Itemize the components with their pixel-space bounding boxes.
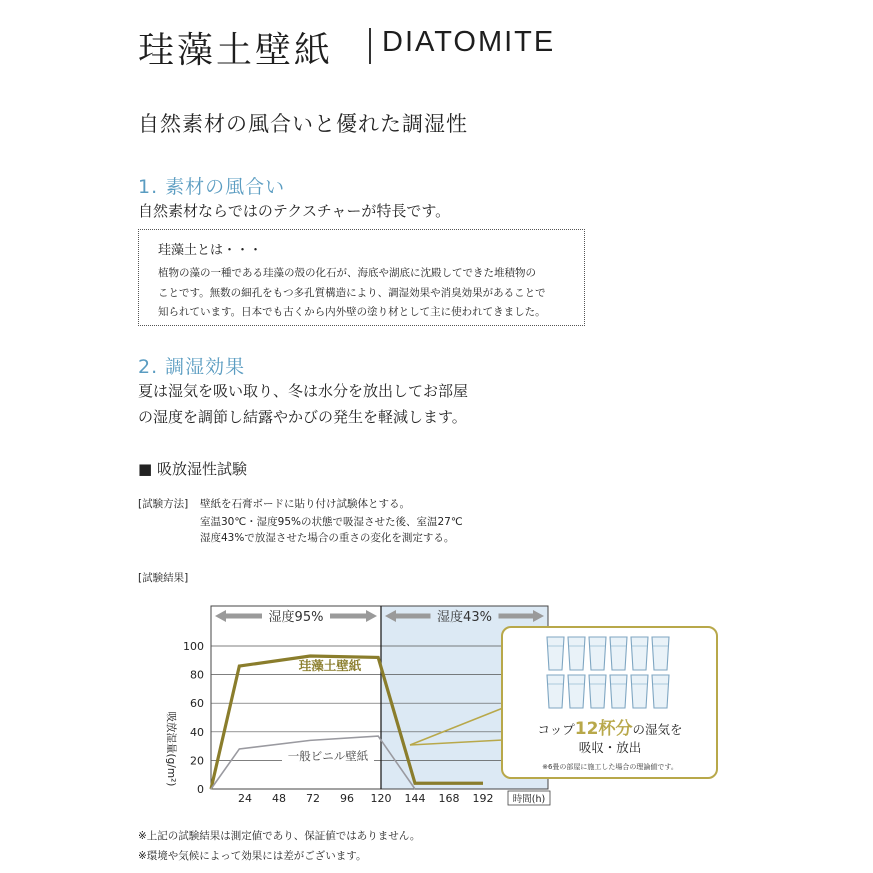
cup-icon	[568, 637, 585, 670]
result-label: [試験結果]	[138, 572, 189, 584]
section2-line: 夏は湿気を吸い取り、冬は水分を放出してお部屋	[138, 382, 469, 400]
y-tick-label: 40	[190, 725, 204, 739]
y-tick-label: 80	[190, 668, 204, 682]
series-label-vinyl: 一般ビニル壁紙	[287, 749, 369, 763]
cup-icon	[652, 637, 669, 670]
note-line: ことです。無数の細孔をもつ多孔質構造により、調湿効果や消臭効果があることで	[158, 287, 546, 299]
series-label-diatomite: 珪藻土壁紙	[298, 658, 362, 673]
cup-icon	[610, 675, 627, 708]
test-heading: ■ 吸放湿性試験	[138, 460, 247, 478]
section2-line: の湿度を調節し結露やかびの発生を軽減します。	[138, 408, 467, 426]
x-tick-label: 192	[472, 792, 494, 805]
footnote: ※上記の試験結果は測定値であり、保証値ではありません。	[138, 830, 421, 842]
method-line: 壁紙を石膏ボードに貼り付け試験体とする。	[200, 498, 410, 510]
x-tick-label: 120	[370, 792, 392, 805]
footnote: ※環境や気候によって効果には差がございます。	[138, 850, 367, 862]
page-title: 珪藻土壁紙	[138, 30, 334, 71]
cup-icon	[547, 675, 564, 708]
y-tick-label: 20	[190, 754, 204, 768]
phase-arrow-head-left	[215, 610, 226, 622]
phase-label: 湿度43%	[437, 610, 492, 625]
x-tick-label: 48	[272, 792, 286, 805]
y-tick-label: 0	[197, 783, 204, 796]
section2-heading: 2. 調湿効果	[138, 356, 246, 378]
page-title-en: DIATOMITE	[382, 26, 556, 58]
cup-icon	[547, 637, 564, 670]
subtitle: 自然素材の風合いと優れた調湿性	[138, 112, 468, 136]
x-axis-label: 時間(h)	[512, 794, 546, 805]
method-line: 室温30℃・湿度95%の状態で吸湿させた後、室温27℃	[200, 516, 463, 528]
callout-text: コップ12杯分の湿気を	[537, 719, 683, 739]
x-tick-label: 96	[340, 792, 354, 805]
y-tick-label: 100	[183, 640, 204, 653]
callout-box	[502, 627, 717, 778]
callout-note: ※6畳の部屋に施工した場合の理論値です。	[542, 763, 678, 771]
note-line: 知られています。日本でも古くから内外壁の塗り材として主に使われてきました。	[158, 306, 546, 318]
section1-heading: 1. 素材の風合い	[138, 176, 286, 198]
note-line: 植物の藻の一種である珪藻の殻の化石が、海底や湖底に沈殿してできた堆積物の	[158, 267, 536, 279]
y-axis-label: 吸放湿量(g/m²)	[165, 711, 177, 787]
cup-icon	[631, 637, 648, 670]
x-tick-label: 168	[438, 792, 460, 805]
x-tick-label: 144	[404, 792, 426, 805]
phase-label: 湿度95%	[268, 610, 324, 625]
x-tick-label: 24	[238, 792, 252, 805]
method-line: 湿度43%で放湿させた場合の重さの変化を測定する。	[200, 532, 455, 544]
cup-icon	[631, 675, 648, 708]
cup-icon	[610, 637, 627, 670]
phase-arrow-head-right	[366, 610, 377, 622]
cup-icon	[652, 675, 669, 708]
method-label: [試験方法]	[138, 498, 189, 510]
y-tick-label: 60	[190, 697, 204, 711]
section1-body: 自然素材ならではのテクスチャーが特長です。	[138, 202, 451, 220]
note-title: 珪藻土とは・・・	[158, 243, 263, 258]
callout-text-line2: 吸収・放出	[578, 740, 642, 755]
cup-icon	[568, 675, 585, 708]
x-tick-label: 72	[306, 792, 320, 805]
cup-icon	[589, 675, 606, 708]
cup-icon	[589, 637, 606, 670]
